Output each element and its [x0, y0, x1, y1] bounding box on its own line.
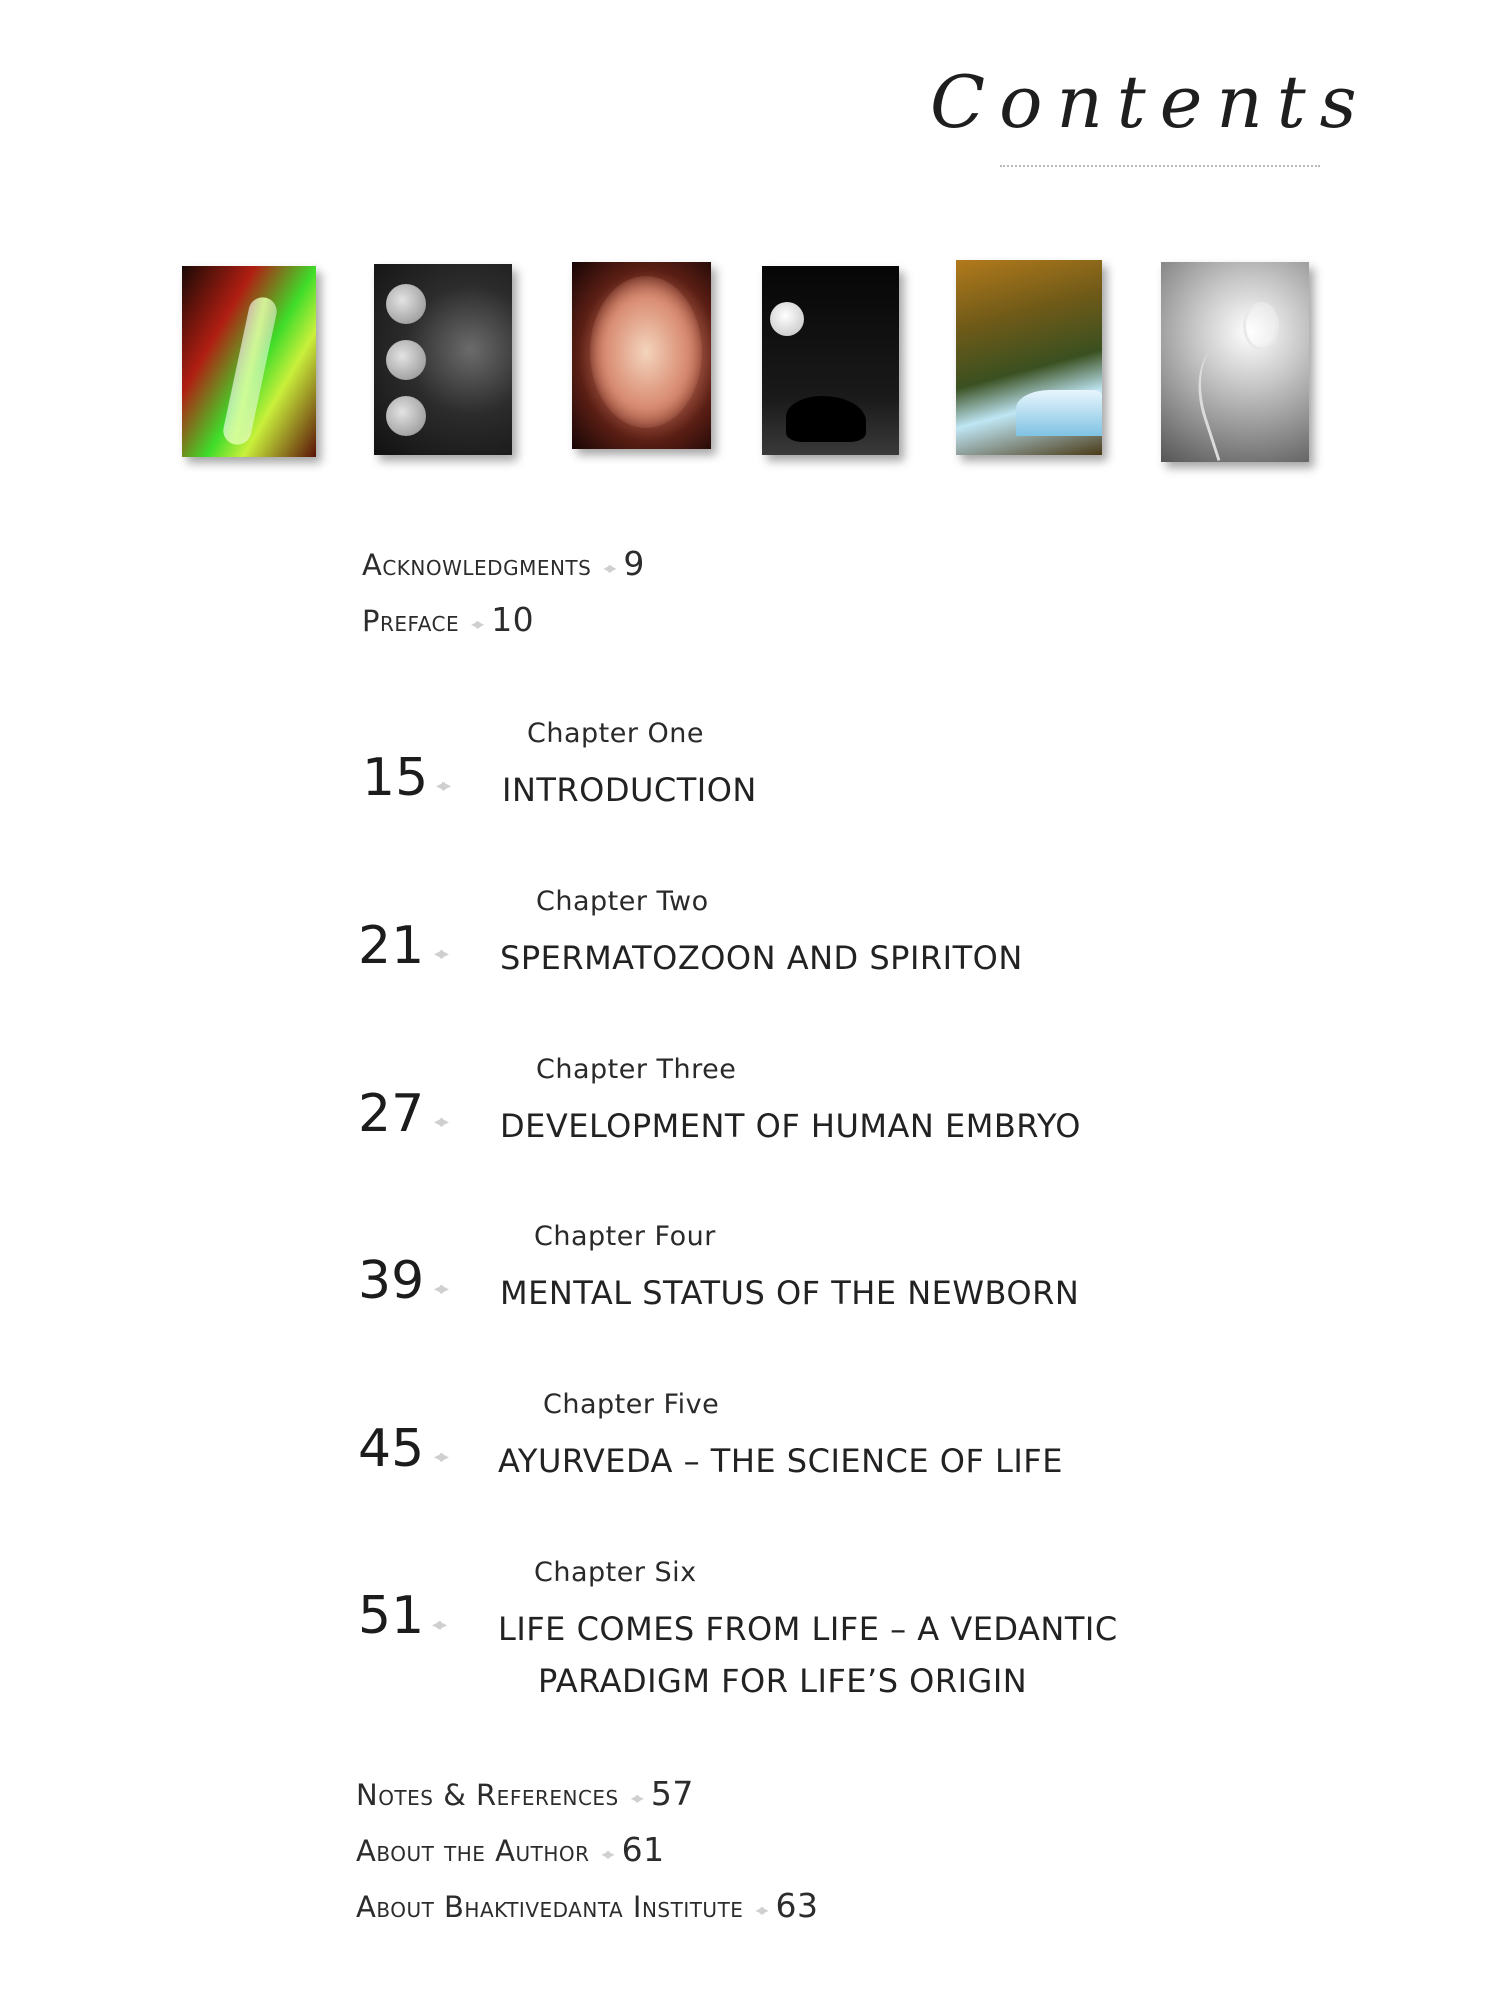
arrows-icon: ◂▸: [434, 943, 447, 964]
toc-entry-about-author[interactable]: [356, 1830, 665, 1869]
arrows-icon: ◂▸: [471, 613, 482, 633]
full-moon: [770, 302, 804, 336]
moon-phase-2: [386, 340, 426, 380]
chapter-title[interactable]: DEVELOPMENT OF HUMAN EMBRYO: [500, 1107, 1081, 1145]
title-underline: [1000, 165, 1320, 167]
toc-entry-title: Preface: [362, 604, 460, 638]
test-tube-image: [182, 266, 316, 457]
chapter-label: Chapter One: [527, 718, 705, 749]
chapter-title[interactable]: INTRODUCTION: [502, 771, 757, 809]
sperm-tail: [1184, 337, 1278, 461]
toc-entry-about-institute[interactable]: [356, 1886, 819, 1925]
moon-phases-face-image: [374, 264, 512, 455]
toc-entry-page: 61: [621, 1830, 665, 1869]
chapter-page: 27: [358, 1084, 425, 1144]
moon-elephant-image: [762, 266, 899, 455]
chapter-label: Chapter Four: [534, 1221, 716, 1252]
moon-phase-3: [386, 396, 426, 436]
chapter-title[interactable]: AYURVEDA – THE SCIENCE OF LIFE: [498, 1442, 1063, 1480]
chapter-label: Chapter Five: [543, 1389, 720, 1420]
chapter-title[interactable]: LIFE COMES FROM LIFE – A VEDANTIC: [498, 1610, 1118, 1648]
arrows-icon: ◂▸: [436, 775, 449, 796]
chapter-page: 51: [358, 1586, 425, 1646]
toc-entry-page: 10: [491, 600, 535, 639]
chapter-page: 15: [362, 748, 429, 808]
embryo-image: [572, 262, 711, 449]
chapter-label: Chapter Six: [534, 1557, 697, 1588]
toc-entry-notes-references[interactable]: [356, 1774, 694, 1813]
toc-entry-page: 57: [650, 1774, 694, 1813]
toc-entry-title: About the Author: [356, 1834, 590, 1868]
chapter-label: Chapter Three: [536, 1054, 737, 1085]
arrows-icon: ◂▸: [432, 1614, 445, 1635]
arrows-icon: ◂▸: [630, 1787, 641, 1807]
toc-entry-title: About Bhaktivedanta Institute: [356, 1890, 744, 1924]
toc-entry-title: Notes & References: [356, 1778, 619, 1812]
arrows-icon: ◂▸: [434, 1111, 447, 1132]
chapter-page: 39: [358, 1251, 425, 1311]
sperm-head: [1243, 302, 1279, 350]
arrows-icon: ◂▸: [434, 1278, 447, 1299]
chapter-page: 45: [358, 1419, 425, 1479]
toc-entry-preface[interactable]: [362, 600, 534, 639]
toc-entry-acknowledgments[interactable]: [362, 544, 645, 583]
spermatozoon-image: [1161, 262, 1309, 462]
chapter-page: 21: [358, 916, 425, 976]
arrows-icon: ◂▸: [434, 1446, 447, 1467]
toc-entry-page: 63: [775, 1886, 819, 1925]
arrows-icon: ◂▸: [601, 1843, 612, 1863]
stream-water: [1016, 390, 1102, 436]
moon-phase-1: [386, 284, 426, 324]
toc-entry-page: 9: [623, 544, 645, 583]
arrows-icon: ◂▸: [603, 557, 614, 577]
elephant-silhouette: [786, 396, 866, 442]
arrows-icon: ◂▸: [755, 1899, 766, 1919]
chapter-title[interactable]: SPERMATOZOON AND SPIRITON: [500, 939, 1023, 977]
chapter-label: Chapter Two: [536, 886, 709, 917]
toc-entry-title: Acknowledgments: [362, 548, 592, 582]
chapter-title-line-2[interactable]: PARADIGM FOR LIFE’S ORIGIN: [538, 1662, 1028, 1700]
page-title: Contents: [930, 60, 1371, 144]
forest-stream-image: [956, 260, 1102, 455]
test-tube-shape: [221, 295, 280, 448]
embryo-shape: [590, 276, 702, 428]
chapter-title[interactable]: MENTAL STATUS OF THE NEWBORN: [500, 1274, 1080, 1312]
